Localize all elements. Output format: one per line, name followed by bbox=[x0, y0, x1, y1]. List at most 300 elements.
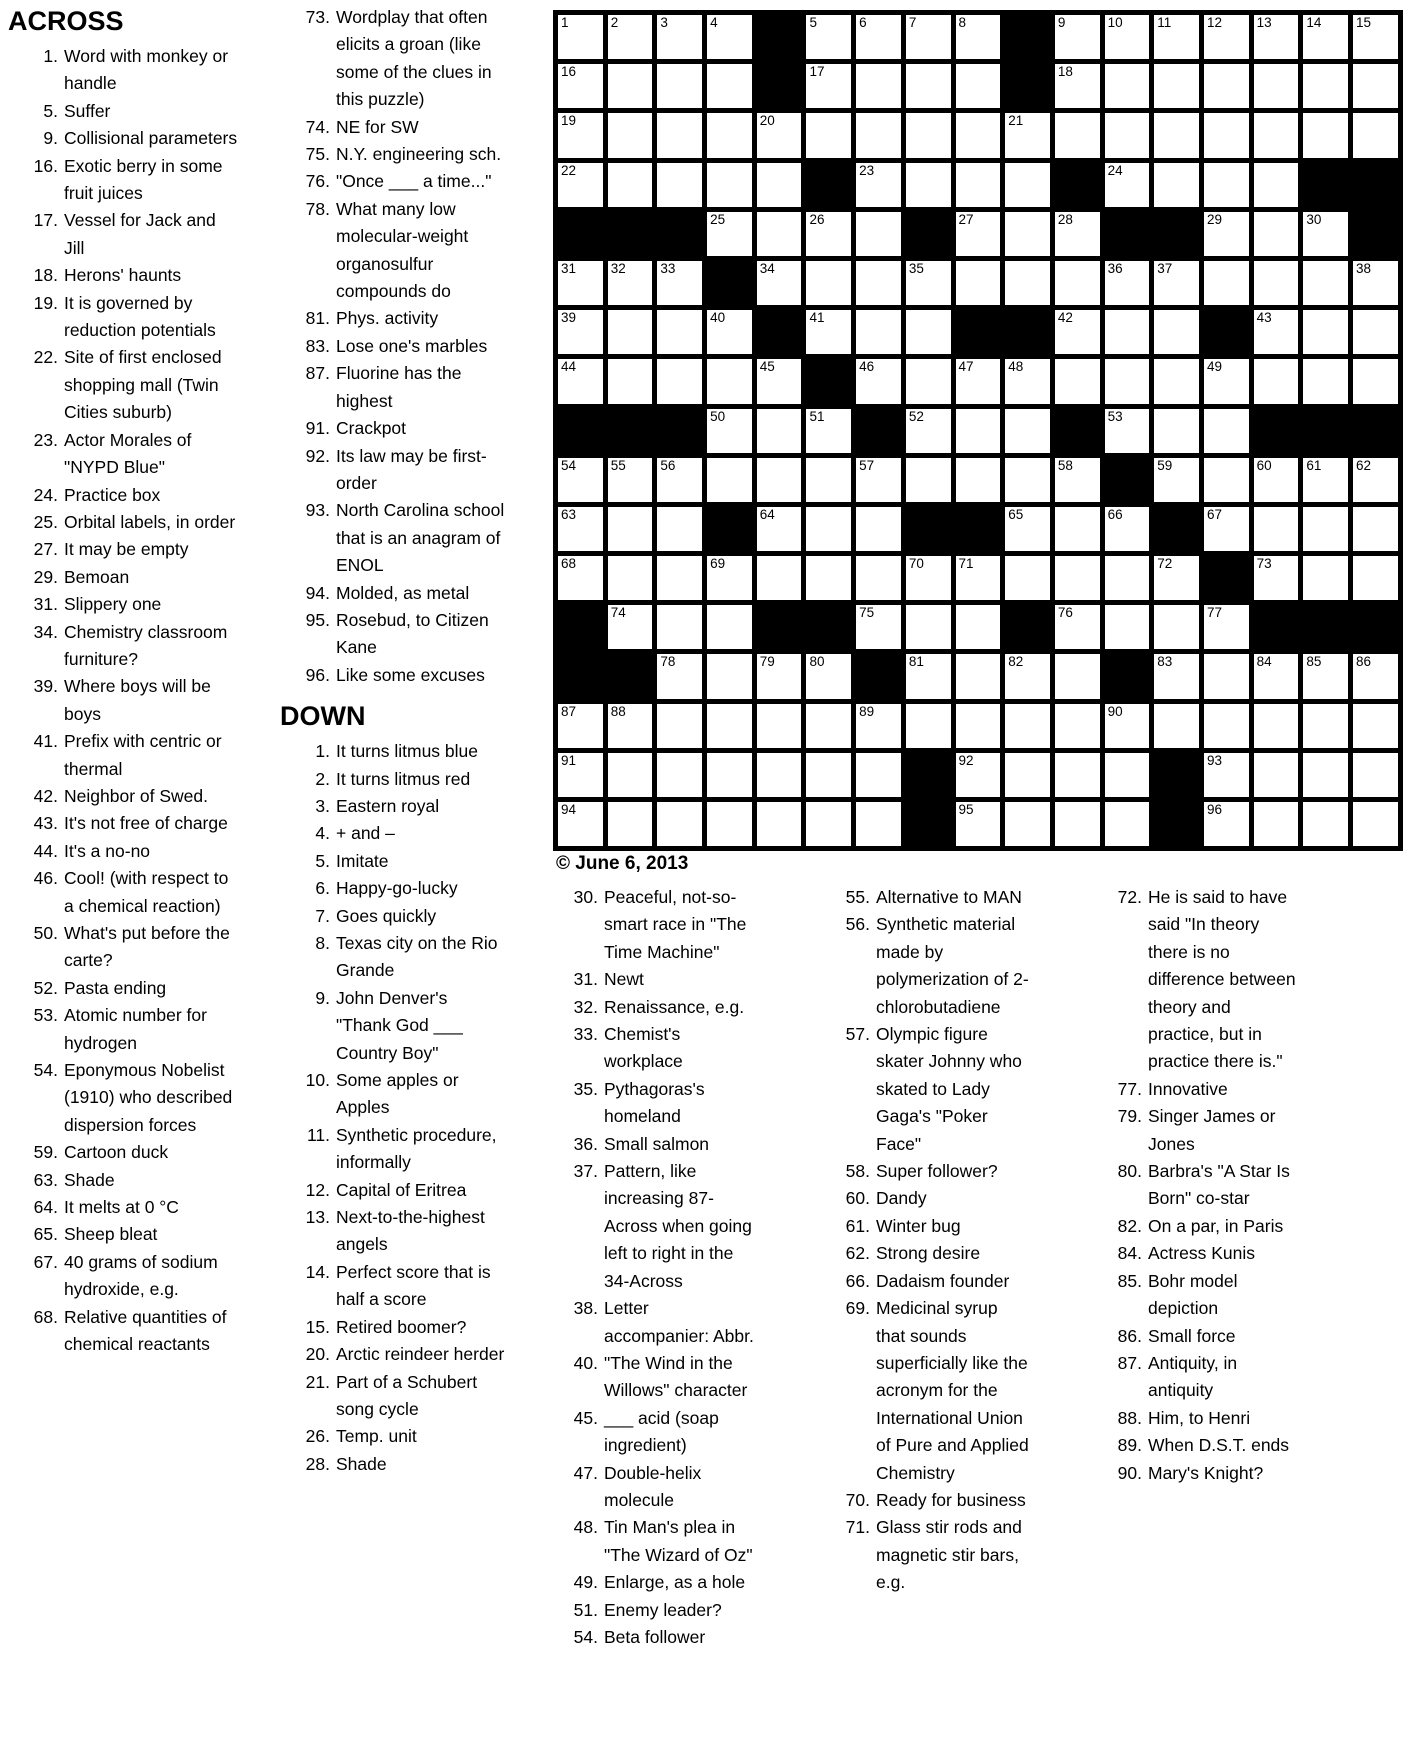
grid-cell[interactable] bbox=[806, 15, 851, 59]
grid-cell[interactable] bbox=[608, 556, 653, 600]
grid-cell[interactable] bbox=[1254, 556, 1299, 600]
grid-cell[interactable] bbox=[956, 64, 1001, 108]
clue-item bbox=[6, 1139, 238, 1166]
grid-cell[interactable] bbox=[956, 212, 1001, 256]
grid-cell[interactable] bbox=[1254, 458, 1299, 502]
grid-cell[interactable] bbox=[1353, 507, 1398, 551]
grid-cell[interactable] bbox=[1353, 654, 1398, 698]
grid-cell[interactable] bbox=[906, 605, 951, 649]
grid-cell[interactable] bbox=[906, 704, 951, 748]
cell-number: 23 bbox=[859, 162, 875, 178]
clue-number: 23. bbox=[33, 429, 58, 450]
grid-cell-black bbox=[558, 409, 603, 453]
grid-cell[interactable] bbox=[1204, 15, 1249, 59]
grid-cell[interactable] bbox=[1105, 64, 1150, 108]
grid-cell[interactable] bbox=[1055, 261, 1100, 305]
cell-number: 33 bbox=[660, 260, 676, 276]
grid-cell[interactable] bbox=[1005, 359, 1050, 403]
clue-item bbox=[254, 443, 506, 498]
grid-cell[interactable] bbox=[856, 163, 901, 207]
clue-text: Orbital labels, in order bbox=[64, 511, 236, 532]
grid-cell[interactable] bbox=[1204, 753, 1249, 797]
clue-number: 31. bbox=[33, 594, 58, 615]
grid-cell[interactable] bbox=[956, 113, 1001, 157]
grid-cell[interactable] bbox=[906, 113, 951, 157]
grid-cell[interactable] bbox=[707, 212, 752, 256]
grid-cell[interactable] bbox=[1055, 458, 1100, 502]
grid-cell[interactable] bbox=[1055, 556, 1100, 600]
grid-cell[interactable] bbox=[1154, 359, 1199, 403]
grid-cell[interactable] bbox=[558, 802, 603, 846]
grid-cell[interactable] bbox=[1055, 64, 1100, 108]
grid-cell[interactable] bbox=[657, 704, 702, 748]
grid-cell[interactable] bbox=[1254, 64, 1299, 108]
grid-cell[interactable] bbox=[1005, 753, 1050, 797]
clue-text: It's a no-no bbox=[64, 840, 151, 861]
grid-cell[interactable] bbox=[608, 753, 653, 797]
grid-cell[interactable] bbox=[657, 507, 702, 551]
clue-number: 57. bbox=[845, 1024, 870, 1045]
grid-cell[interactable] bbox=[1353, 704, 1398, 748]
grid-cell[interactable] bbox=[906, 458, 951, 502]
grid-cell[interactable] bbox=[1055, 704, 1100, 748]
grid-cell[interactable] bbox=[707, 802, 752, 846]
grid-cell-black bbox=[956, 507, 1001, 551]
grid-cell[interactable] bbox=[856, 753, 901, 797]
grid-cell[interactable] bbox=[1353, 359, 1398, 403]
grid-cell[interactable] bbox=[1303, 113, 1348, 157]
grid-cell[interactable] bbox=[906, 359, 951, 403]
grid-cell[interactable] bbox=[1154, 113, 1199, 157]
clue-number: 42. bbox=[33, 785, 58, 806]
grid-cell[interactable] bbox=[657, 163, 702, 207]
grid-cell[interactable] bbox=[1204, 704, 1249, 748]
clue-text: Super follower? bbox=[876, 1161, 998, 1182]
grid-cell[interactable] bbox=[707, 64, 752, 108]
clue-text: Shade bbox=[64, 1169, 115, 1190]
grid-cell[interactable] bbox=[1204, 605, 1249, 649]
clue-text: Like some excuses bbox=[336, 664, 485, 685]
grid-cell[interactable] bbox=[1055, 15, 1100, 59]
grid-cell[interactable] bbox=[1353, 753, 1398, 797]
cell-number: 9 bbox=[1057, 15, 1066, 30]
grid-cell[interactable] bbox=[1303, 654, 1348, 698]
clue-text: Chemistry classroom furniture? bbox=[64, 621, 228, 669]
grid-cell[interactable] bbox=[1154, 704, 1199, 748]
grid-cell[interactable] bbox=[558, 310, 603, 354]
grid-cell[interactable] bbox=[1254, 753, 1299, 797]
grid-cell[interactable] bbox=[1353, 458, 1398, 502]
clue-text: Bohr model depiction bbox=[1148, 1270, 1238, 1319]
grid-cell[interactable] bbox=[1303, 212, 1348, 256]
crossword-grid[interactable] bbox=[553, 10, 1403, 851]
clue-number: 4. bbox=[315, 823, 330, 844]
grid-cell[interactable] bbox=[657, 310, 702, 354]
grid-cell[interactable] bbox=[956, 261, 1001, 305]
grid-cell[interactable] bbox=[956, 163, 1001, 207]
grid-cell[interactable] bbox=[657, 113, 702, 157]
grid-cell[interactable] bbox=[1204, 163, 1249, 207]
grid-cell[interactable] bbox=[956, 409, 1001, 453]
grid-cell[interactable] bbox=[906, 15, 951, 59]
grid-cell[interactable] bbox=[1005, 409, 1050, 453]
grid-cell[interactable] bbox=[906, 409, 951, 453]
grid-cell[interactable] bbox=[806, 64, 851, 108]
grid-cell[interactable] bbox=[1303, 507, 1348, 551]
grid-cell[interactable] bbox=[657, 15, 702, 59]
grid-cell[interactable] bbox=[1353, 15, 1398, 59]
grid-cell[interactable] bbox=[956, 556, 1001, 600]
grid-cell[interactable] bbox=[856, 310, 901, 354]
grid-cell[interactable] bbox=[757, 163, 802, 207]
grid-cell[interactable] bbox=[956, 605, 1001, 649]
grid-cell[interactable] bbox=[1055, 359, 1100, 403]
grid-cell[interactable] bbox=[1105, 113, 1150, 157]
grid-cell[interactable] bbox=[757, 359, 802, 403]
grid-cell[interactable] bbox=[1254, 359, 1299, 403]
grid-cell[interactable] bbox=[707, 605, 752, 649]
clue-number: 80. bbox=[1117, 1161, 1142, 1182]
grid-cell[interactable] bbox=[1353, 113, 1398, 157]
grid-cell[interactable] bbox=[608, 605, 653, 649]
grid-cell[interactable] bbox=[608, 261, 653, 305]
grid-cell[interactable] bbox=[1154, 556, 1199, 600]
grid-cell[interactable] bbox=[1055, 113, 1100, 157]
grid-cell[interactable] bbox=[657, 261, 702, 305]
grid-cell[interactable] bbox=[856, 556, 901, 600]
clue-text: Tin Man's plea in "The Wizard of Oz" bbox=[604, 1517, 753, 1565]
grid-cell[interactable] bbox=[1254, 310, 1299, 354]
grid-cell[interactable] bbox=[1303, 704, 1348, 748]
grid-cell[interactable] bbox=[757, 113, 802, 157]
grid-cell[interactable] bbox=[558, 507, 603, 551]
grid-cell[interactable] bbox=[757, 261, 802, 305]
grid-cell[interactable] bbox=[608, 802, 653, 846]
down-clue-list-4 bbox=[1092, 884, 1300, 1487]
grid-cell[interactable] bbox=[1254, 654, 1299, 698]
grid-cell[interactable] bbox=[806, 753, 851, 797]
grid-cell[interactable] bbox=[1204, 409, 1249, 453]
grid-cell[interactable] bbox=[757, 654, 802, 698]
grid-cell[interactable] bbox=[1204, 113, 1249, 157]
grid-cell[interactable] bbox=[1204, 458, 1249, 502]
grid-cell[interactable] bbox=[657, 556, 702, 600]
clue-text: Retired boomer? bbox=[336, 1316, 467, 1337]
grid-cell[interactable] bbox=[856, 64, 901, 108]
grid-cell[interactable] bbox=[806, 507, 851, 551]
grid-cell[interactable] bbox=[856, 458, 901, 502]
grid-cell[interactable] bbox=[956, 458, 1001, 502]
grid-cell[interactable] bbox=[1005, 556, 1050, 600]
grid-cell[interactable] bbox=[856, 113, 901, 157]
grid-cell[interactable] bbox=[757, 753, 802, 797]
grid-cell[interactable] bbox=[1303, 64, 1348, 108]
grid-cell[interactable] bbox=[707, 753, 752, 797]
grid-cell[interactable] bbox=[657, 654, 702, 698]
cell-number: 43 bbox=[1256, 310, 1272, 326]
grid-cell[interactable] bbox=[608, 359, 653, 403]
grid-cell[interactable] bbox=[608, 15, 653, 59]
clue-text: Dandy bbox=[876, 1188, 927, 1209]
grid-cell[interactable] bbox=[906, 310, 951, 354]
cell-number: 37 bbox=[1157, 260, 1173, 276]
grid-cell[interactable] bbox=[956, 15, 1001, 59]
grid-cell[interactable] bbox=[856, 261, 901, 305]
grid-cell[interactable] bbox=[1254, 261, 1299, 305]
clue-number: 24. bbox=[33, 484, 58, 505]
grid-cell[interactable] bbox=[856, 605, 901, 649]
grid-cell[interactable] bbox=[558, 359, 603, 403]
grid-cell[interactable] bbox=[608, 64, 653, 108]
clue-item bbox=[820, 1213, 1030, 1240]
grid-cell[interactable] bbox=[558, 64, 603, 108]
grid-cell-black bbox=[1055, 163, 1100, 207]
grid-cell[interactable] bbox=[707, 556, 752, 600]
grid-cell[interactable] bbox=[757, 212, 802, 256]
down-header: DOWN bbox=[280, 701, 366, 732]
clue-item bbox=[548, 1514, 754, 1569]
clue-item bbox=[1092, 1213, 1300, 1240]
grid-cell[interactable] bbox=[1105, 802, 1150, 846]
grid-cell[interactable] bbox=[1254, 113, 1299, 157]
cell-number: 50 bbox=[710, 408, 726, 424]
grid-cell[interactable] bbox=[1353, 556, 1398, 600]
clue-text: It is governed by reduction potentials bbox=[64, 292, 216, 341]
grid-cell[interactable] bbox=[1303, 556, 1348, 600]
cell-number: 58 bbox=[1057, 457, 1073, 473]
grid-cell[interactable] bbox=[806, 113, 851, 157]
grid-cell[interactable] bbox=[558, 458, 603, 502]
grid-cell[interactable] bbox=[806, 212, 851, 256]
grid-cell[interactable] bbox=[1154, 654, 1199, 698]
grid-cell[interactable] bbox=[1303, 15, 1348, 59]
clue-item bbox=[6, 1249, 238, 1304]
grid-cell-black bbox=[856, 654, 901, 698]
grid-cell[interactable] bbox=[1154, 64, 1199, 108]
grid-cell[interactable] bbox=[608, 704, 653, 748]
grid-cell[interactable] bbox=[1055, 507, 1100, 551]
grid-cell[interactable] bbox=[806, 556, 851, 600]
grid-cell[interactable] bbox=[707, 113, 752, 157]
grid-cell[interactable] bbox=[856, 359, 901, 403]
grid-cell[interactable] bbox=[1005, 261, 1050, 305]
clue-item bbox=[820, 884, 1030, 911]
clue-item bbox=[6, 1167, 238, 1194]
grid-cell[interactable] bbox=[1105, 359, 1150, 403]
clue-item bbox=[1092, 1268, 1300, 1323]
grid-cell[interactable] bbox=[707, 409, 752, 453]
grid-cell[interactable] bbox=[1154, 605, 1199, 649]
grid-cell[interactable] bbox=[707, 15, 752, 59]
grid-cell[interactable] bbox=[1254, 15, 1299, 59]
grid-cell[interactable] bbox=[1005, 113, 1050, 157]
grid-cell[interactable] bbox=[1105, 409, 1150, 453]
grid-cell[interactable] bbox=[558, 163, 603, 207]
grid-cell[interactable] bbox=[1154, 15, 1199, 59]
grid-cell[interactable] bbox=[558, 704, 603, 748]
grid-cell[interactable] bbox=[956, 359, 1001, 403]
grid-cell[interactable] bbox=[608, 310, 653, 354]
cell-number: 6 bbox=[859, 15, 867, 30]
grid-cell[interactable] bbox=[1204, 654, 1249, 698]
cell-number: 24 bbox=[1107, 162, 1123, 178]
grid-cell[interactable] bbox=[608, 113, 653, 157]
grid-cell[interactable] bbox=[608, 507, 653, 551]
grid-cell[interactable] bbox=[806, 704, 851, 748]
grid-cell[interactable] bbox=[1254, 704, 1299, 748]
clue-number: 5. bbox=[315, 850, 330, 871]
grid-cell[interactable] bbox=[856, 507, 901, 551]
grid-cell[interactable] bbox=[1105, 163, 1150, 207]
grid-cell[interactable] bbox=[707, 310, 752, 354]
grid-cell[interactable] bbox=[1353, 802, 1398, 846]
cell-number: 30 bbox=[1306, 211, 1322, 227]
grid-cell[interactable] bbox=[757, 802, 802, 846]
grid-cell[interactable] bbox=[1303, 359, 1348, 403]
grid-cell[interactable] bbox=[1105, 605, 1150, 649]
grid-cell[interactable] bbox=[707, 704, 752, 748]
cell-number: 70 bbox=[908, 556, 924, 572]
grid-cell[interactable] bbox=[558, 261, 603, 305]
grid-cell[interactable] bbox=[906, 64, 951, 108]
grid-cell[interactable] bbox=[906, 261, 951, 305]
grid-cell[interactable] bbox=[856, 704, 901, 748]
grid-cell[interactable] bbox=[906, 654, 951, 698]
grid-cell[interactable] bbox=[657, 458, 702, 502]
grid-cell[interactable] bbox=[806, 802, 851, 846]
grid-cell[interactable] bbox=[1254, 212, 1299, 256]
grid-cell[interactable] bbox=[1105, 556, 1150, 600]
grid-cell[interactable] bbox=[1055, 802, 1100, 846]
grid-cell[interactable] bbox=[1055, 753, 1100, 797]
grid-cell[interactable] bbox=[707, 654, 752, 698]
grid-cell[interactable] bbox=[1204, 212, 1249, 256]
cell-number: 10 bbox=[1107, 15, 1123, 30]
grid-cell[interactable] bbox=[956, 753, 1001, 797]
grid-cell[interactable] bbox=[956, 704, 1001, 748]
grid-cell[interactable] bbox=[657, 605, 702, 649]
grid-cell[interactable] bbox=[1154, 310, 1199, 354]
clue-text: Cool! (with respect to a chemical reaction) bbox=[64, 868, 229, 916]
grid-cell[interactable] bbox=[707, 458, 752, 502]
grid-cell[interactable] bbox=[806, 261, 851, 305]
grid-cell[interactable] bbox=[757, 458, 802, 502]
grid-cell[interactable] bbox=[757, 704, 802, 748]
grid-cell[interactable] bbox=[1105, 15, 1150, 59]
grid-cell[interactable] bbox=[1005, 654, 1050, 698]
grid-cell[interactable] bbox=[856, 802, 901, 846]
grid-cell[interactable] bbox=[806, 409, 851, 453]
grid-cell[interactable] bbox=[906, 556, 951, 600]
grid-cell[interactable] bbox=[1105, 310, 1150, 354]
grid-cell[interactable] bbox=[1105, 753, 1150, 797]
grid-cell[interactable] bbox=[1055, 212, 1100, 256]
grid-cell[interactable] bbox=[1204, 261, 1249, 305]
grid-cell[interactable] bbox=[956, 802, 1001, 846]
clue-text: Beta follower bbox=[604, 1626, 706, 1647]
grid-cell[interactable] bbox=[1303, 261, 1348, 305]
grid-cell[interactable] bbox=[1303, 458, 1348, 502]
grid-cell[interactable] bbox=[1005, 458, 1050, 502]
grid-cell[interactable] bbox=[1353, 64, 1398, 108]
grid-cell-black bbox=[906, 212, 951, 256]
grid-cell[interactable] bbox=[856, 15, 901, 59]
grid-cell[interactable] bbox=[806, 310, 851, 354]
grid-cell[interactable] bbox=[757, 507, 802, 551]
grid-cell[interactable] bbox=[1254, 507, 1299, 551]
grid-cell[interactable] bbox=[1204, 359, 1249, 403]
clue-item bbox=[6, 564, 238, 591]
grid-cell[interactable] bbox=[1105, 261, 1150, 305]
grid-cell[interactable] bbox=[1204, 802, 1249, 846]
clue-text: Its law may be first-order bbox=[336, 445, 487, 493]
grid-cell[interactable] bbox=[657, 64, 702, 108]
clue-text: When D.S.T. ends bbox=[1148, 1435, 1290, 1456]
grid-cell[interactable] bbox=[1303, 802, 1348, 846]
grid-cell[interactable] bbox=[1303, 753, 1348, 797]
grid-cell[interactable] bbox=[1154, 458, 1199, 502]
grid-cell[interactable] bbox=[1055, 310, 1100, 354]
clue-number: 34. bbox=[33, 621, 58, 642]
grid-cell[interactable] bbox=[707, 163, 752, 207]
cell-number: 55 bbox=[610, 457, 626, 473]
grid-cell[interactable] bbox=[1303, 310, 1348, 354]
grid-cell[interactable] bbox=[906, 163, 951, 207]
grid-cell[interactable] bbox=[558, 556, 603, 600]
grid-cell[interactable] bbox=[1254, 163, 1299, 207]
grid-cell[interactable] bbox=[558, 113, 603, 157]
clue-number: 45. bbox=[573, 1407, 598, 1428]
grid-cell[interactable] bbox=[1105, 507, 1150, 551]
grid-cell[interactable] bbox=[1254, 802, 1299, 846]
cell-number: 62 bbox=[1356, 457, 1372, 473]
grid-cell[interactable] bbox=[657, 359, 702, 403]
grid-cell[interactable] bbox=[1204, 64, 1249, 108]
grid-cell[interactable] bbox=[1005, 163, 1050, 207]
grid-cell[interactable] bbox=[757, 556, 802, 600]
grid-cell[interactable] bbox=[806, 458, 851, 502]
grid-cell[interactable] bbox=[1154, 409, 1199, 453]
grid-cell[interactable] bbox=[1005, 704, 1050, 748]
grid-cell[interactable] bbox=[1005, 507, 1050, 551]
grid-cell[interactable] bbox=[558, 753, 603, 797]
grid-cell[interactable] bbox=[1154, 163, 1199, 207]
clue-text: Shade bbox=[336, 1453, 387, 1474]
grid-cell[interactable] bbox=[806, 654, 851, 698]
grid-cell[interactable] bbox=[1154, 261, 1199, 305]
clue-text: Synthetic material made by polymerization of 2-chlorobutadiene bbox=[876, 914, 1029, 1017]
clue-item bbox=[548, 1569, 754, 1596]
clue-item bbox=[254, 141, 506, 168]
grid-cell[interactable] bbox=[558, 15, 603, 59]
grid-cell[interactable] bbox=[1005, 802, 1050, 846]
grid-cell[interactable] bbox=[757, 409, 802, 453]
grid-cell[interactable] bbox=[657, 802, 702, 846]
grid-cell[interactable] bbox=[1353, 310, 1398, 354]
grid-cell[interactable] bbox=[1055, 605, 1100, 649]
grid-cell[interactable] bbox=[707, 359, 752, 403]
grid-cell[interactable] bbox=[856, 212, 901, 256]
grid-cell[interactable] bbox=[1005, 212, 1050, 256]
grid-cell[interactable] bbox=[956, 654, 1001, 698]
grid-cell[interactable] bbox=[1105, 704, 1150, 748]
grid-cell[interactable] bbox=[657, 753, 702, 797]
grid-cell[interactable] bbox=[1353, 261, 1398, 305]
grid-cell[interactable] bbox=[608, 458, 653, 502]
grid-cell[interactable] bbox=[1204, 507, 1249, 551]
grid-cell[interactable] bbox=[608, 163, 653, 207]
grid-cell[interactable] bbox=[1055, 654, 1100, 698]
